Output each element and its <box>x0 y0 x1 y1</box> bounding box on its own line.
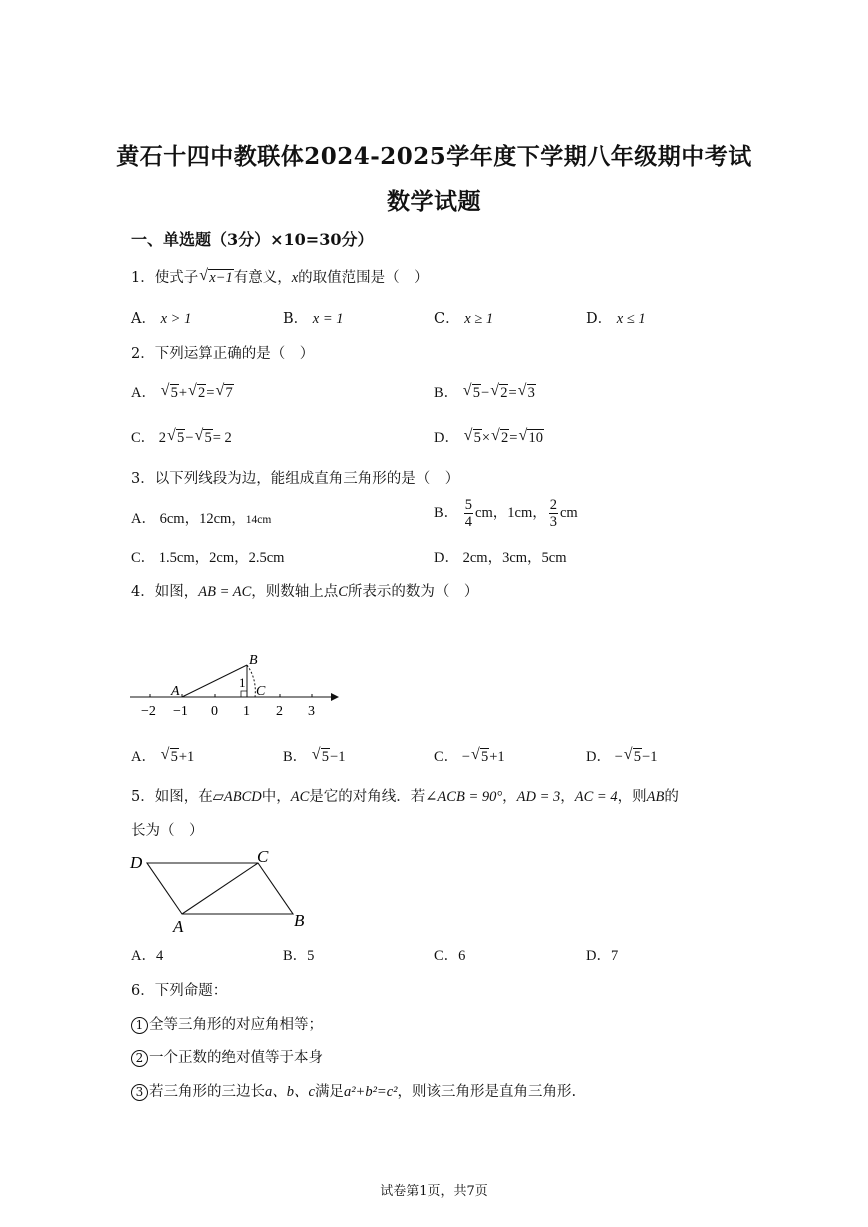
q5-var: AC = 4 <box>574 789 618 805</box>
option-value: x ≤ 1 <box>616 311 646 327</box>
option-tail: −1 <box>642 749 658 765</box>
option-label: D． <box>586 311 613 327</box>
vertex-d: D <box>130 853 143 872</box>
q4-text-pre: 4．如图， <box>131 584 199 600</box>
option-label: B． <box>283 749 308 765</box>
circled-number: 2 <box>131 1050 148 1067</box>
tick-label: 0 <box>211 704 218 719</box>
option-value: 5 <box>307 948 315 964</box>
q5-text: 的 <box>664 789 679 805</box>
q2-option-a[interactable] <box>131 381 234 402</box>
arc-dashed <box>247 665 255 697</box>
q5-var: AC <box>290 789 310 805</box>
option-label: B． <box>434 385 459 401</box>
fraction <box>549 497 558 530</box>
sqrt: √ 2 <box>188 382 206 401</box>
option-label: D． <box>586 948 611 964</box>
q5-var: AB <box>646 789 665 805</box>
q5-text: ， <box>502 789 517 805</box>
q1-option-b[interactable] <box>283 307 344 328</box>
q1-option-c[interactable] <box>434 307 493 328</box>
sqrt: √ 10 <box>518 427 543 446</box>
tick-label: −1 <box>173 704 188 719</box>
q4-point: C <box>338 584 348 600</box>
tick-label: 3 <box>308 704 315 719</box>
option-label: D． <box>586 749 611 765</box>
statement-text: 满足 <box>314 1084 344 1100</box>
q3-option-c[interactable] <box>131 546 284 567</box>
circled-number: 3 <box>131 1084 148 1101</box>
q1-text-mid: 有意义， <box>233 270 292 286</box>
option-label: C． <box>131 430 156 446</box>
q1-number: 1． <box>131 270 155 286</box>
denominator: 4 <box>464 514 473 530</box>
q4-text-post: 所表示的数为（ ） <box>347 584 479 600</box>
option-value: x = 1 <box>312 311 344 327</box>
sqrt: √ 5 <box>194 427 212 446</box>
tick-label: 2 <box>276 704 283 719</box>
fraction <box>464 497 473 530</box>
q1-text-post: 的取值范围是（ ） <box>298 270 429 286</box>
q1-option-d[interactable] <box>586 307 646 328</box>
sqrt: √ 5 <box>167 427 185 446</box>
diagonal-ac <box>182 863 258 914</box>
numerator: 5 <box>464 497 473 513</box>
q4-option-d[interactable] <box>586 745 657 766</box>
right-angle-mark <box>241 691 247 697</box>
q5-angle: ∠ACB = 90° <box>425 789 503 805</box>
sqrt: √ 5 <box>160 382 178 401</box>
q4-text-mid: ，则数轴上点 <box>251 584 339 600</box>
statement-text: 全等三角形的对应角相等； <box>149 1017 323 1033</box>
option-value: 2cm，3cm，5cm <box>462 550 567 566</box>
radicand: 2 <box>500 385 508 401</box>
q5-var: AD = 3 <box>516 789 561 805</box>
radicand: 2 <box>198 385 206 401</box>
operator: = <box>206 385 215 401</box>
option-label: C． <box>131 550 156 566</box>
operator: − <box>481 385 490 401</box>
sqrt: √ 5 <box>160 746 178 765</box>
sign: − <box>461 749 470 765</box>
option-value: 6 <box>458 948 466 964</box>
label-b: B <box>249 653 258 668</box>
segment-ab <box>182 665 247 697</box>
q1-sqrt: √ x−1 <box>199 267 233 286</box>
q1-option-a[interactable] <box>131 307 191 328</box>
q5-text: ， <box>560 789 575 805</box>
option-label: C． <box>434 948 459 964</box>
option-tail: +1 <box>489 749 505 765</box>
option-label: B． <box>434 504 459 521</box>
page-footer: 试卷第1页，共7页 <box>380 1184 488 1199</box>
q5-text: 是它的对角线．若 <box>309 789 426 805</box>
statement-text: 一个正数的绝对值等于本身 <box>149 1050 323 1066</box>
q5-text: 5．如图，在 <box>131 789 213 805</box>
sqrt: √ 2 <box>490 382 508 401</box>
operator: + <box>178 385 188 401</box>
parallelogram-figure <box>125 845 325 935</box>
sqrt: √ 7 <box>215 382 233 401</box>
option-tail: −1 <box>330 749 346 765</box>
operator: = <box>509 430 518 446</box>
radicand: 5 <box>480 749 489 765</box>
radicand: 5 <box>473 430 481 446</box>
exam-subtitle: 数学试题 <box>387 188 481 215</box>
q5-option-d[interactable] <box>586 944 618 965</box>
q4-option-a[interactable] <box>131 745 194 766</box>
operator: × <box>481 430 491 446</box>
option-value: x ≥ 1 <box>464 311 494 327</box>
question-4 <box>131 580 478 601</box>
circled-number: 1 <box>131 1017 148 1034</box>
statement-vars: a、b、c <box>265 1084 315 1100</box>
option-label: D． <box>434 550 459 566</box>
option-label: A． <box>131 511 156 527</box>
radicand: 10 <box>528 430 543 446</box>
statement-text: 若三角形的三边长 <box>149 1084 265 1100</box>
number-line-figure <box>125 645 345 725</box>
q1-radicand: x−1 <box>209 270 233 286</box>
option-label: A． <box>131 311 156 327</box>
axis-arrow <box>331 693 339 701</box>
radicand: 3 <box>527 385 535 401</box>
label-one: 1 <box>239 675 246 690</box>
q5-parallelogram: ▱ABCD <box>212 789 262 805</box>
sqrt: √ 5 <box>311 746 330 765</box>
statement-equation: a²+b²=c² <box>343 1084 398 1100</box>
option-label: A． <box>131 749 156 765</box>
option-value: 1.5cm，2cm，2.5cm <box>158 550 285 566</box>
q6-statement-1 <box>131 1013 323 1034</box>
option-tail: +1 <box>178 749 195 765</box>
option-value: x > 1 <box>160 311 192 327</box>
q6-statement-3 <box>131 1080 576 1101</box>
q5-text: ，则 <box>617 789 647 805</box>
option-label: A． <box>131 385 156 401</box>
label-c: C <box>256 684 266 699</box>
option-label: C． <box>434 311 460 327</box>
q2-option-b[interactable] <box>434 381 536 402</box>
radicand: 5 <box>472 385 481 401</box>
operator: − <box>185 430 194 446</box>
q5-option-a[interactable] <box>131 944 163 965</box>
vertex-b: B <box>294 911 305 930</box>
option-label: B． <box>283 948 308 964</box>
sqrt: √ 2 <box>491 427 509 446</box>
option-label: C． <box>434 749 459 765</box>
sqrt: √ 5 <box>462 382 481 401</box>
unit: cm <box>559 504 578 521</box>
question-1 <box>131 266 429 287</box>
vertex-c: C <box>257 847 269 866</box>
q1-text-pre: 使式子 <box>154 270 199 286</box>
option-value: cm，1cm， <box>475 504 547 521</box>
q4-equation: AB = AC <box>198 584 252 600</box>
q5-text: 中， <box>261 789 291 805</box>
option-value-small: 14cm <box>245 514 272 526</box>
operator: = 2 <box>212 430 232 446</box>
q4-option-c[interactable] <box>434 745 505 766</box>
option-label: A． <box>131 948 156 964</box>
sqrt: √ 3 <box>517 382 535 401</box>
radicand: 7 <box>225 385 233 401</box>
radicand: 5 <box>170 749 178 765</box>
radicand: 5 <box>321 749 330 765</box>
question-5 <box>131 785 679 806</box>
q1-var: x <box>291 270 299 286</box>
coefficient: 2 <box>158 430 167 446</box>
q3-option-d[interactable] <box>434 546 567 567</box>
option-value: 7 <box>610 948 619 964</box>
vertex-a: A <box>173 917 184 935</box>
tick-label: 1 <box>243 704 250 719</box>
statement-text: ，则该三角形是直角三角形. <box>397 1084 577 1100</box>
question-3: 3．以下列线段为边，能组成直角三角形的是（ ） <box>131 471 460 487</box>
option-value: 6cm，12cm， <box>159 511 246 527</box>
radicand: 2 <box>501 430 509 446</box>
q5-option-b[interactable] <box>283 944 314 965</box>
option-label: D． <box>434 430 459 446</box>
sign: − <box>614 749 623 765</box>
q2-option-d[interactable] <box>434 426 544 447</box>
question-2: 2．下列运算正确的是（ ） <box>131 346 315 362</box>
label-a: A <box>171 684 180 699</box>
q5-option-c[interactable] <box>434 944 465 965</box>
radicand: 5 <box>170 385 178 401</box>
tick-label: −2 <box>141 704 156 719</box>
sqrt: √ 5 <box>470 746 489 765</box>
sqrt: √ 5 <box>463 427 481 446</box>
sqrt: √ 5 <box>623 746 642 765</box>
numerator: 2 <box>549 497 557 513</box>
question-5-line2: 长为（ ） <box>131 823 204 839</box>
radicand: 5 <box>204 430 212 446</box>
operator: = <box>508 385 517 401</box>
q2-option-c[interactable] <box>131 426 232 447</box>
option-label: B． <box>283 311 309 327</box>
question-6: 6．下列命题： <box>131 983 228 999</box>
q3-option-b[interactable] <box>434 497 578 530</box>
q3-option-a[interactable] <box>131 507 271 528</box>
q4-option-b[interactable] <box>283 745 345 766</box>
radicand: 5 <box>633 749 642 765</box>
radicand: 5 <box>177 430 185 446</box>
denominator: 3 <box>549 514 557 530</box>
option-value: 4 <box>155 948 164 964</box>
section-heading: 一、单选题（3分）×10=30分） <box>131 230 374 249</box>
exam-title: 黄石十四中教联体2024-2025学年度下学期八年级期中考试 <box>116 143 752 170</box>
q6-statement-2 <box>131 1046 323 1067</box>
